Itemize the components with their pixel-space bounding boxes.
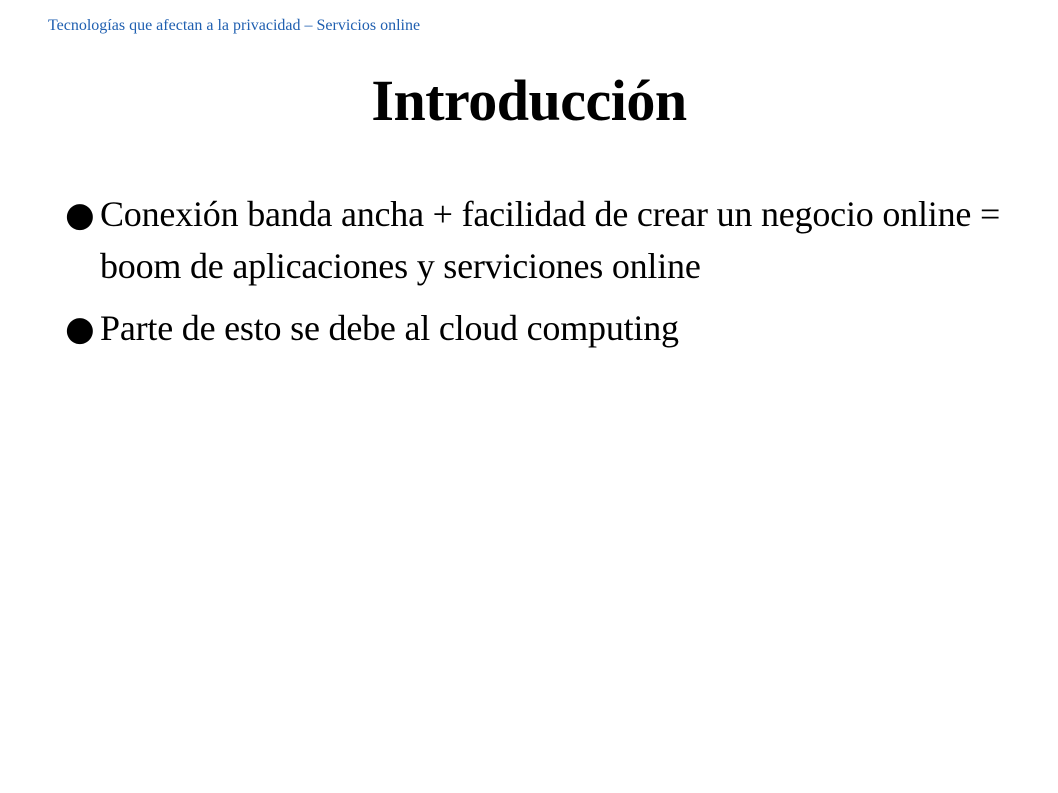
bullet-text: Conexión banda ancha + facilidad de crear un negocio online = boom de aplicaciones y serviciones online xyxy=(100,194,1001,286)
bullet-icon: ● xyxy=(65,195,95,235)
slide-title: Introducción xyxy=(371,68,687,133)
bullet-list xyxy=(64,188,1014,364)
bullet-text: Parte de esto se debe al cloud computing xyxy=(100,308,679,348)
bullet-icon: ● xyxy=(65,309,95,349)
slide-header: Tecnologías que afectan a la privacidad – Servicios online xyxy=(48,17,421,34)
list-item xyxy=(64,188,1014,292)
list-item xyxy=(64,302,1014,354)
